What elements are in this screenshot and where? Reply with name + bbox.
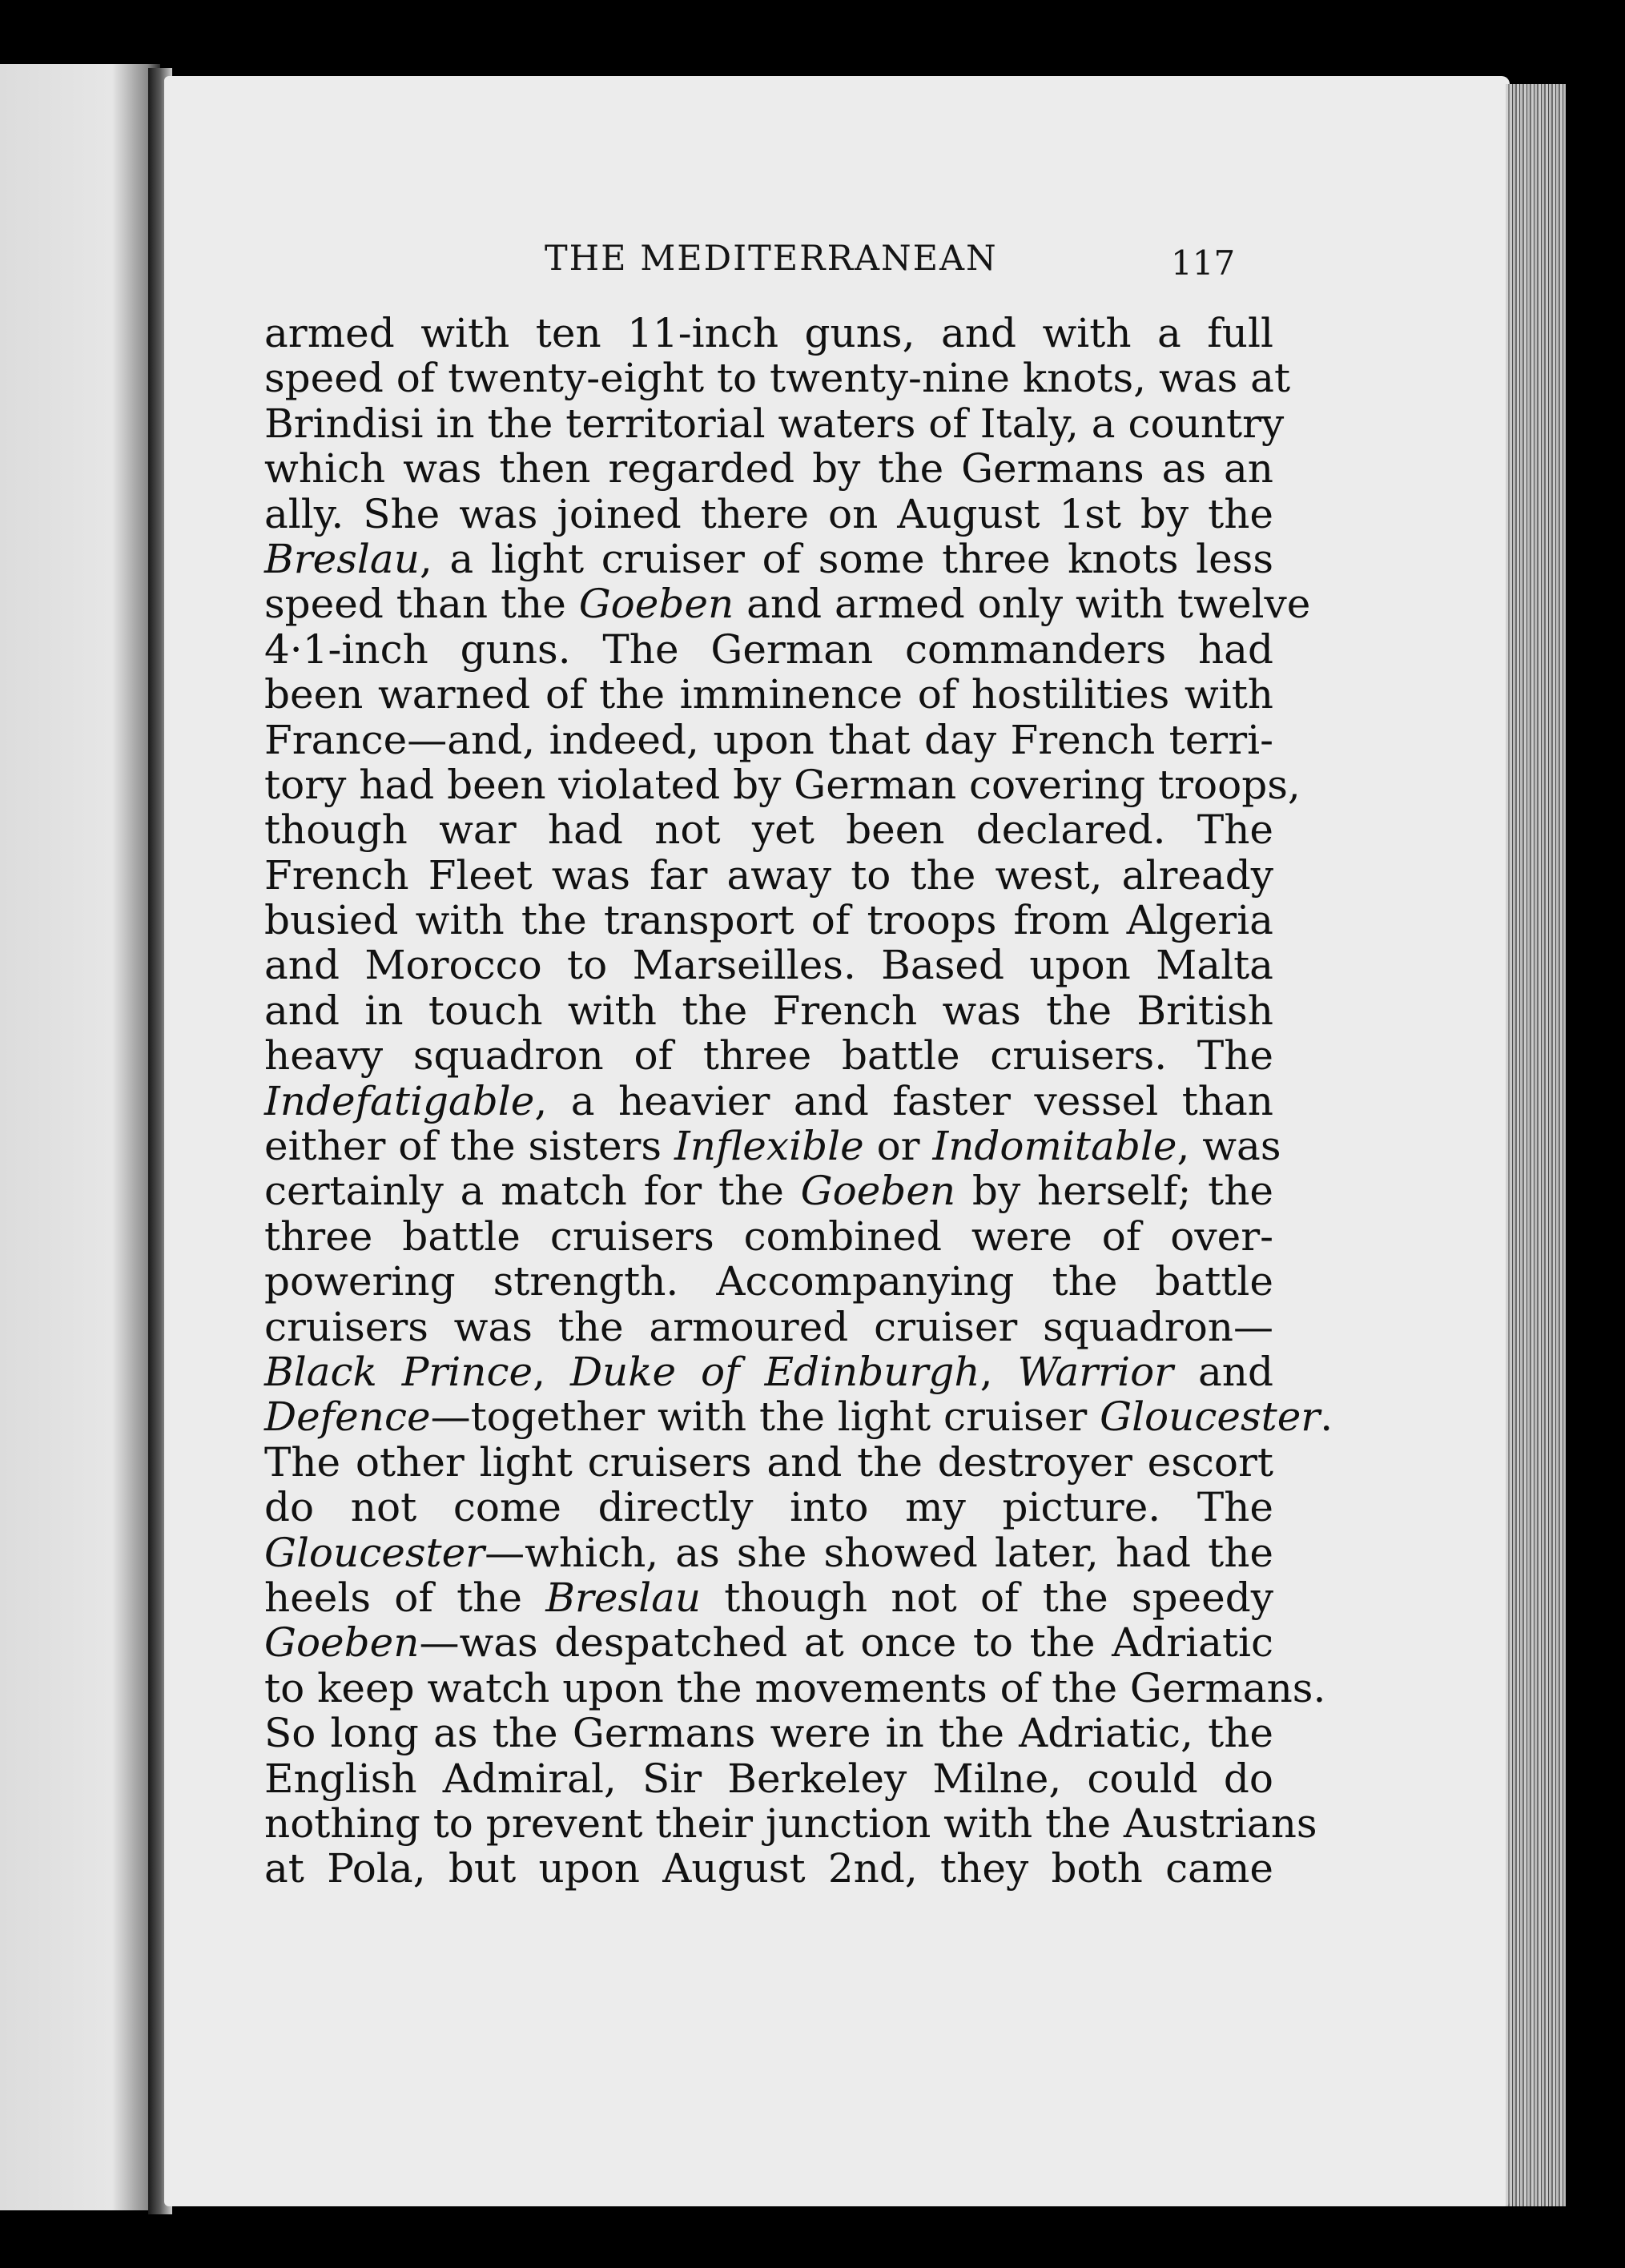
running-title: THE MEDITERRANEAN: [545, 239, 998, 279]
text-line: Brindisi in the territorial waters of Italy, a country: [264, 400, 1285, 447]
body-text: [264, 310, 1326, 1892]
text-line: been warned of the imminence of hostilities with: [264, 671, 1273, 718]
text-line: Goeben—was despatched at once to the Adriatic: [264, 1619, 1273, 1667]
text-line: either of the sisters Inflexible or Indomitable, was: [264, 1123, 1281, 1170]
text-line: speed than the Goeben and armed only with twelve: [264, 581, 1311, 628]
text-line: busied with the transport of troops from Algeria: [264, 897, 1273, 944]
text-line: Breslau, a light cruiser of some three knots less: [264, 535, 1273, 582]
text-line: So long as the Germans were in the Adriatic, the: [264, 1710, 1273, 1757]
text-line: cruisers was the armoured cruiser squadron—: [264, 1303, 1273, 1350]
text-line: Gloucester—which, as she showed later, had the: [264, 1529, 1273, 1576]
text-line: and in touch with the French was the British: [264, 987, 1273, 1034]
text-line: ally. She was joined there on August 1st by the: [264, 490, 1273, 537]
text-line: powering strength. Accompanying the battle: [264, 1258, 1273, 1305]
text-line: which was then regarded by the Germans as an: [264, 445, 1273, 493]
text-line: tory had been violated by German covering troops,: [264, 761, 1301, 808]
page-number: 117: [1171, 243, 1236, 283]
page-stack-edge: [1506, 84, 1566, 2206]
text-line: Black Prince, Duke of Edinburgh, Warrior and: [264, 1348, 1274, 1395]
text-line: though war had not yet been declared. The: [264, 806, 1273, 854]
text-line: and Morocco to Marseilles. Based upon Malta: [264, 942, 1273, 989]
text-line: three battle cruisers combined were of over-: [264, 1212, 1273, 1260]
text-line: to keep watch upon the movements of the Germans.: [264, 1664, 1326, 1711]
text-line: heels of the Breslau though not of the speedy: [264, 1574, 1273, 1621]
text-line: heavy squadron of three battle cruisers. The: [264, 1032, 1273, 1080]
text-line: armed with ten 11-inch guns, and with a full: [264, 310, 1273, 356]
text-line: at Pola, but upon August 2nd, they both came: [264, 1845, 1273, 1892]
text-line: France—and, indeed, upon that day French terri-: [264, 716, 1273, 763]
text-line: English Admiral, Sir Berkeley Milne, could do: [264, 1755, 1273, 1802]
text-line: speed of twenty-eight to twenty-nine knots, was at: [264, 355, 1291, 402]
text-line: The other light cruisers and the destroyer escort: [264, 1438, 1273, 1486]
text-line: nothing to prevent their junction with the Austrians: [264, 1800, 1317, 1847]
left-page-edge: [0, 64, 160, 2210]
running-head: [0, 239, 1625, 287]
text-line: French Fleet was far away to the west, already: [264, 851, 1273, 899]
text-line: Indefatigable, a heavier and faster vessel than: [264, 1077, 1273, 1124]
text-line: 4·1-inch guns. The German commanders had: [264, 625, 1273, 673]
text-line: Defence—together with the light cruiser Gloucester: [264, 1393, 1321, 1441]
text-line: certainly a match for the Goeben by herself; the: [264, 1168, 1273, 1215]
text-line: do not come directly into my picture. The: [264, 1484, 1273, 1531]
